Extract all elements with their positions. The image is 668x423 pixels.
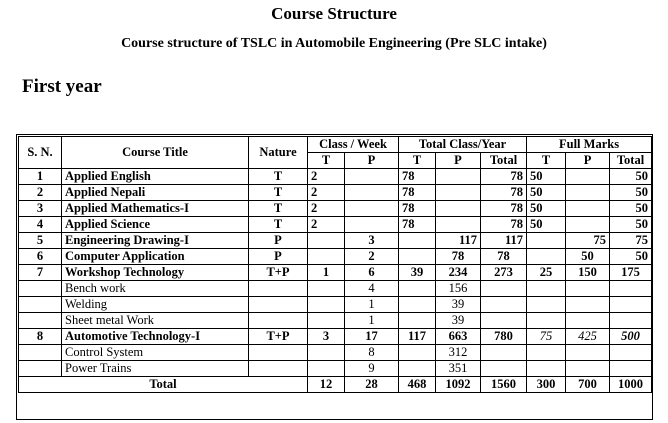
cell-course-title: Bench work (62, 281, 249, 297)
cell-ty-p: 156 (436, 281, 481, 297)
section-heading-first-year: First year (22, 76, 102, 97)
cell-cw-p (345, 169, 399, 185)
cell-ty-p (436, 217, 481, 233)
cell-fm-total (610, 313, 652, 329)
cell-nature: T (249, 169, 308, 185)
cell-fm-t: 50 (527, 185, 566, 201)
cell-fm-p (566, 313, 610, 329)
table-row (19, 265, 652, 281)
cell-cw-t (308, 313, 345, 329)
cell-ty-p: 39 (436, 297, 481, 313)
cell-ty-total (481, 297, 527, 313)
cell-course-title: Applied Science (62, 217, 249, 233)
cell-ty-p: 78 (436, 249, 481, 265)
cell-fm-total (610, 345, 652, 361)
cell-sn: 2 (19, 185, 62, 201)
table-row (19, 361, 652, 377)
cell-fm-p (566, 185, 610, 201)
cell-ty-total: 78 (481, 169, 527, 185)
cell-cw-t: 1 (308, 265, 345, 281)
cell-cw-p: 6 (345, 265, 399, 281)
total-ty-p: 1092 (436, 377, 481, 393)
cell-cw-t: 2 (308, 185, 345, 201)
subheader-ty-p: P (436, 153, 481, 169)
table-row (19, 345, 652, 361)
cell-fm-total: 175 (610, 265, 652, 281)
cell-nature: T+P (249, 329, 308, 345)
cell-course-title: Computer Application (62, 249, 249, 265)
cell-sn: 7 (19, 265, 62, 281)
cell-ty-t: 78 (399, 217, 436, 233)
cell-fm-p (566, 217, 610, 233)
cell-ty-t (399, 297, 436, 313)
cell-fm-p (566, 361, 610, 377)
cell-ty-p (436, 169, 481, 185)
document-title: Course Structure (271, 4, 397, 23)
cell-fm-t: 50 (527, 169, 566, 185)
cell-cw-t (308, 361, 345, 377)
cell-course-title: Workshop Technology (62, 265, 249, 281)
total-ty-total: 1560 (481, 377, 527, 393)
cell-course-title: Automotive Technology-I (62, 329, 249, 345)
cell-cw-t (308, 233, 345, 249)
header-course-title: Course Title (62, 137, 249, 169)
cell-fm-t: 50 (527, 217, 566, 233)
table-row (19, 169, 652, 185)
cell-course-title: Control System (62, 345, 249, 361)
cell-fm-total: 500 (610, 329, 652, 345)
cell-sn (19, 313, 62, 329)
cell-ty-total: 78 (481, 201, 527, 217)
cell-fm-total: 50 (610, 185, 652, 201)
cell-fm-p (566, 345, 610, 361)
cell-course-title: Power Trains (62, 361, 249, 377)
total-row (19, 377, 652, 393)
table-header (19, 137, 652, 169)
cell-cw-p: 3 (345, 233, 399, 249)
cell-ty-t: 78 (399, 169, 436, 185)
cell-ty-t (399, 281, 436, 297)
table-body (19, 169, 652, 393)
cell-ty-total: 780 (481, 329, 527, 345)
cell-fm-p: 150 (566, 265, 610, 281)
cell-fm-total (610, 361, 652, 377)
cell-fm-p: 425 (566, 329, 610, 345)
cell-cw-p: 1 (345, 313, 399, 329)
cell-cw-p: 1 (345, 297, 399, 313)
cell-sn (19, 345, 62, 361)
table-row (19, 313, 652, 329)
cell-sn (19, 361, 62, 377)
cell-fm-t (527, 297, 566, 313)
cell-cw-p: 8 (345, 345, 399, 361)
cell-ty-total: 78 (481, 217, 527, 233)
table-row (19, 233, 652, 249)
cell-sn (19, 281, 62, 297)
cell-ty-t (399, 313, 436, 329)
total-cw-t: 12 (308, 377, 345, 393)
cell-nature (249, 297, 308, 313)
cell-ty-p (436, 185, 481, 201)
cell-course-title: Engineering Drawing-I (62, 233, 249, 249)
cell-fm-total: 50 (610, 169, 652, 185)
cell-sn (19, 297, 62, 313)
table-row (19, 185, 652, 201)
cell-ty-p: 39 (436, 313, 481, 329)
cell-cw-t (308, 297, 345, 313)
cell-cw-p (345, 217, 399, 233)
cell-cw-t: 2 (308, 169, 345, 185)
cell-nature (249, 361, 308, 377)
cell-course-title: Welding (62, 297, 249, 313)
total-label: Total (19, 377, 308, 393)
cell-fm-p (566, 297, 610, 313)
cell-ty-total: 78 (481, 185, 527, 201)
cell-cw-t: 2 (308, 217, 345, 233)
cell-ty-t (399, 233, 436, 249)
total-cw-p: 28 (345, 377, 399, 393)
cell-ty-p: 234 (436, 265, 481, 281)
cell-fm-t (527, 313, 566, 329)
cell-ty-p (436, 201, 481, 217)
cell-cw-t (308, 281, 345, 297)
cell-ty-t: 117 (399, 329, 436, 345)
table-row (19, 201, 652, 217)
total-ty-t: 468 (399, 377, 436, 393)
table-row (19, 249, 652, 265)
cell-ty-total (481, 361, 527, 377)
cell-course-title: Applied English (62, 169, 249, 185)
cell-fm-t (527, 361, 566, 377)
cell-fm-p (566, 281, 610, 297)
table-row (19, 217, 652, 233)
subheader-cw-t: T (308, 153, 345, 169)
cell-ty-t (399, 345, 436, 361)
cell-ty-p: 312 (436, 345, 481, 361)
cell-cw-t (308, 249, 345, 265)
cell-cw-p: 9 (345, 361, 399, 377)
cell-fm-t: 75 (527, 329, 566, 345)
cell-ty-t: 78 (399, 185, 436, 201)
cell-fm-p: 75 (566, 233, 610, 249)
cell-nature: T+P (249, 265, 308, 281)
cell-cw-p (345, 185, 399, 201)
cell-fm-total (610, 297, 652, 313)
cell-fm-total (610, 281, 652, 297)
cell-ty-t: 78 (399, 201, 436, 217)
cell-sn: 6 (19, 249, 62, 265)
cell-cw-t: 2 (308, 201, 345, 217)
cell-ty-total: 273 (481, 265, 527, 281)
cell-fm-t: 50 (527, 201, 566, 217)
cell-sn: 3 (19, 201, 62, 217)
cell-fm-p: 50 (566, 249, 610, 265)
cell-fm-total: 50 (610, 217, 652, 233)
cell-fm-total: 50 (610, 249, 652, 265)
cell-cw-p (345, 201, 399, 217)
cell-cw-p: 17 (345, 329, 399, 345)
subheader-ty-total: Total (481, 153, 527, 169)
cell-nature (249, 313, 308, 329)
cell-nature: T (249, 201, 308, 217)
cell-nature: T (249, 217, 308, 233)
cell-fm-t (527, 345, 566, 361)
total-fm-p: 700 (566, 377, 610, 393)
header-sn: S. N. (19, 137, 62, 169)
subheader-cw-p: P (345, 153, 399, 169)
cell-ty-total (481, 281, 527, 297)
cell-nature: T (249, 185, 308, 201)
table-row (19, 329, 652, 345)
cell-nature (249, 281, 308, 297)
total-fm-total: 1000 (610, 377, 652, 393)
cell-ty-p: 351 (436, 361, 481, 377)
header-class-week: Class / Week (308, 137, 399, 153)
cell-ty-total: 78 (481, 249, 527, 265)
cell-sn: 8 (19, 329, 62, 345)
cell-ty-t (399, 361, 436, 377)
cell-fm-p (566, 169, 610, 185)
course-structure-table (18, 136, 652, 393)
cell-cw-t (308, 345, 345, 361)
cell-ty-p: 663 (436, 329, 481, 345)
cell-course-title: Sheet metal Work (62, 313, 249, 329)
table-row (19, 297, 652, 313)
cell-cw-p: 2 (345, 249, 399, 265)
cell-course-title: Applied Mathematics-I (62, 201, 249, 217)
cell-sn: 1 (19, 169, 62, 185)
header-total-class-year: Total Class/Year (399, 137, 527, 153)
subheader-fm-p: P (566, 153, 610, 169)
cell-ty-total (481, 345, 527, 361)
cell-nature (249, 345, 308, 361)
cell-ty-p: 117 (436, 233, 481, 249)
total-fm-t: 300 (527, 377, 566, 393)
cell-ty-t (399, 249, 436, 265)
header-nature: Nature (249, 137, 308, 169)
cell-nature: P (249, 233, 308, 249)
cell-sn: 5 (19, 233, 62, 249)
subheader-ty-t: T (399, 153, 436, 169)
cell-cw-t: 3 (308, 329, 345, 345)
header-full-marks: Full Marks (527, 137, 652, 153)
cell-nature: P (249, 249, 308, 265)
cell-sn: 4 (19, 217, 62, 233)
cell-fm-t (527, 281, 566, 297)
cell-ty-total: 117 (481, 233, 527, 249)
cell-ty-t: 39 (399, 265, 436, 281)
subheader-fm-total: Total (610, 153, 652, 169)
cell-fm-p (566, 201, 610, 217)
subheader-fm-t: T (527, 153, 566, 169)
cell-cw-p: 4 (345, 281, 399, 297)
cell-fm-t: 25 (527, 265, 566, 281)
cell-course-title: Applied Nepali (62, 185, 249, 201)
cell-fm-t (527, 249, 566, 265)
cell-ty-total (481, 313, 527, 329)
document-subtitle: Course structure of TSLC in Automobile Engineering (Pre SLC intake) (121, 36, 547, 51)
cell-fm-total: 50 (610, 201, 652, 217)
cell-fm-t (527, 233, 566, 249)
cell-fm-total: 75 (610, 233, 652, 249)
table-row (19, 281, 652, 297)
